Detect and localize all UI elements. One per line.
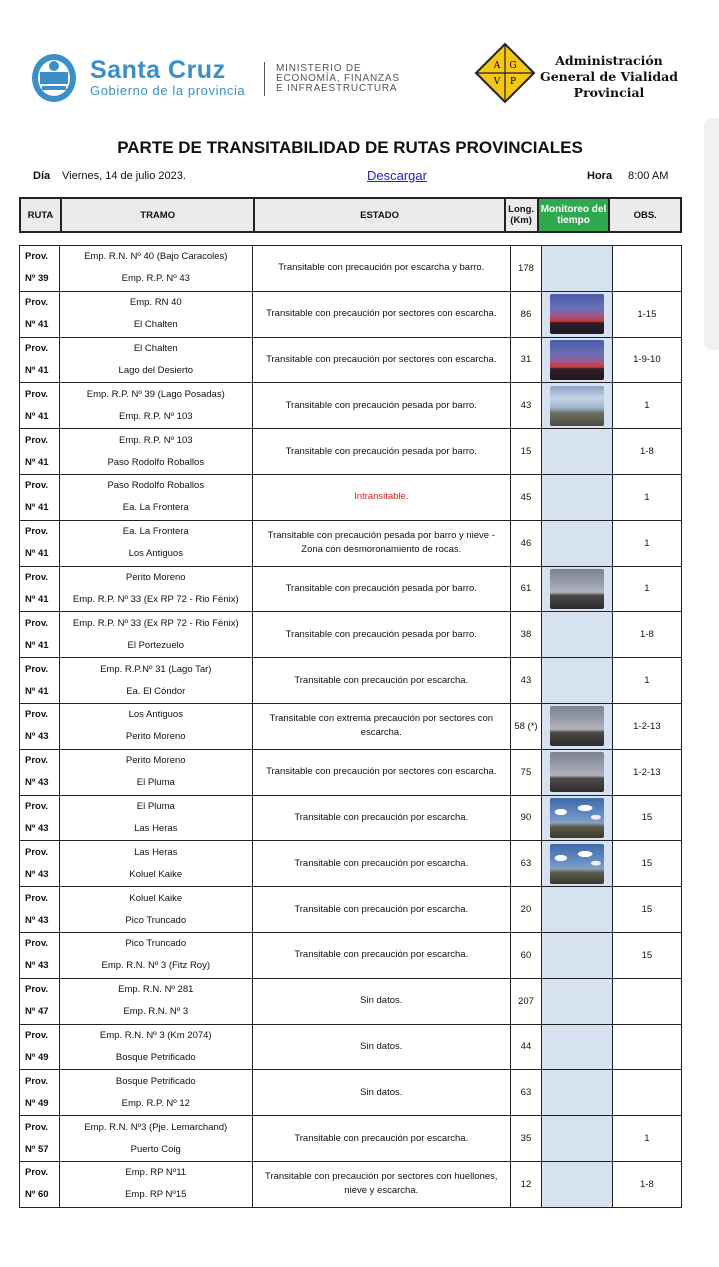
- weather-camera-thumbnail[interactable]: [550, 798, 604, 838]
- segment-to: Ea. El Cóndor: [126, 685, 186, 697]
- segment-to: Emp. R.P. Nº 43: [121, 273, 190, 285]
- segment-cell: [59, 612, 252, 658]
- segment-to: Emp. R.N. Nº 3 (Fitz Roy): [101, 960, 211, 972]
- weather-camera-thumbnail[interactable]: [550, 844, 604, 884]
- route-cell: [20, 566, 60, 612]
- ministry-line: E INFRAESTRUCTURA: [276, 83, 398, 94]
- length-cell: 43: [510, 383, 542, 429]
- route-cell: [20, 1024, 60, 1070]
- length-cell: 12: [510, 1161, 542, 1207]
- length-cell: 35: [510, 1116, 542, 1162]
- agvp-line: Administración: [555, 53, 663, 68]
- santa-cruz-name: Santa Cruz: [90, 56, 226, 84]
- route-number: Nº 39: [25, 273, 49, 285]
- obs-cell: [612, 246, 681, 292]
- obs-cell: 15: [612, 932, 681, 978]
- status-cell: Transitable con precaución pesada por barro y nieve - Zona con desmoronamiento de rocas.: [252, 520, 510, 566]
- monitor-cell: [542, 612, 613, 658]
- page-title: PARTE DE TRANSITABILIDAD DE RUTAS PROVINCIALES: [117, 138, 583, 157]
- scrollbar[interactable]: [704, 118, 719, 350]
- segment-cell: [59, 1161, 252, 1207]
- route-cell: [20, 383, 60, 429]
- obs-cell: [612, 1024, 681, 1070]
- route-prefix: Prov.: [25, 342, 49, 354]
- table-row: [20, 383, 682, 429]
- table-row: [20, 795, 682, 841]
- segment-to: Emp. R.N. Nº 3: [123, 1006, 189, 1018]
- col-estado: ESTADO: [254, 198, 504, 232]
- length-cell: 60: [510, 932, 542, 978]
- segment-from: Koluel Kaike: [129, 892, 183, 904]
- monitor-cell: [542, 1161, 613, 1207]
- monitor-cell: [542, 520, 613, 566]
- status-cell: Sin datos.: [252, 1070, 510, 1116]
- table-row: [20, 1024, 682, 1070]
- obs-cell: 15: [612, 795, 681, 841]
- length-cell: 90: [510, 795, 542, 841]
- route-cell: [20, 749, 60, 795]
- obs-cell: [612, 978, 681, 1024]
- route-cell: [20, 795, 60, 841]
- route-number: Nº 41: [25, 548, 49, 560]
- route-prefix: Prov.: [25, 434, 49, 446]
- segment-cell: [59, 1024, 252, 1070]
- route-prefix: Prov.: [25, 1167, 49, 1179]
- route-prefix: Prov.: [25, 1121, 49, 1133]
- length-cell: 207: [510, 978, 542, 1024]
- agvp-name: [540, 53, 678, 101]
- segment-to: El Chalten: [133, 319, 178, 331]
- status-cell: Transitable con precaución por escarcha y barro.: [252, 246, 510, 292]
- table-row: [20, 658, 682, 704]
- santa-cruz-emblem-icon: [30, 52, 78, 104]
- route-cell: [20, 932, 60, 978]
- table-row: [20, 612, 682, 658]
- segment-from: Emp. R.N. Nº 3 (Km 2074): [99, 1029, 212, 1041]
- route-number: Nº 41: [25, 456, 49, 468]
- ministry-line: MINISTERIO DE: [276, 63, 362, 74]
- table-row: [20, 429, 682, 475]
- status-cell: Transitable con precaución por sectores con escarcha.: [252, 291, 510, 337]
- col-ruta: RUTA: [20, 198, 61, 232]
- segment-from: Ea. La Frontera: [122, 526, 189, 538]
- route-number: Nº 41: [25, 364, 49, 376]
- obs-cell: 15: [612, 841, 681, 887]
- monitor-cell: [542, 566, 613, 612]
- monitor-cell: [542, 978, 613, 1024]
- status-cell: Transitable con precaución pesada por barro.: [252, 566, 510, 612]
- route-number: Nº 41: [25, 685, 49, 697]
- status-cell: Transitable con precaución pesada por barro.: [252, 429, 510, 475]
- status-cell: Sin datos.: [252, 1024, 510, 1070]
- table-row: [20, 291, 682, 337]
- monitor-cell: [542, 291, 613, 337]
- col-tramo: TRAMO: [61, 198, 255, 232]
- segment-cell: [59, 337, 252, 383]
- col-monitoreo: Monitoreo del tiempo: [538, 198, 610, 232]
- monitor-cell: [542, 658, 613, 704]
- segment-cell: [59, 841, 252, 887]
- route-cell: [20, 337, 60, 383]
- obs-cell: 1-8: [612, 1161, 681, 1207]
- route-prefix: Prov.: [25, 1075, 49, 1087]
- segment-from: Emp. R.N. Nº 281: [118, 984, 194, 996]
- segment-to: Lago del Desierto: [118, 364, 193, 376]
- route-prefix: Prov.: [25, 1029, 49, 1041]
- obs-cell: 1: [612, 520, 681, 566]
- segment-cell: [59, 246, 252, 292]
- segment-cell: [59, 795, 252, 841]
- table-row: [20, 1161, 682, 1207]
- segment-to: Ea. La Frontera: [122, 502, 189, 514]
- agvp-line: General de Vialidad: [540, 69, 678, 84]
- route-number: Nº 43: [25, 731, 49, 743]
- route-number: Nº 60: [25, 1189, 49, 1201]
- length-cell: 31: [510, 337, 542, 383]
- status-cell: Transitable con precaución por sectores con escarcha.: [252, 749, 510, 795]
- obs-cell: 1-2-13: [612, 703, 681, 749]
- segment-to: Perito Moreno: [125, 731, 186, 743]
- segment-from: Emp. R.P. Nº 33 (Ex RP 72 - Rio Fénix): [72, 617, 239, 629]
- route-cell: [20, 1161, 60, 1207]
- header-divider: [264, 62, 265, 96]
- segment-from: Los Antiguos: [128, 709, 183, 721]
- route-prefix: Prov.: [25, 480, 49, 492]
- ministry-line: ECONOMÍA, FINANZAS: [276, 73, 400, 84]
- segment-from: Emp. R.N. Nº3 (Pje. Lemarchand): [84, 1121, 228, 1133]
- route-number: Nº 43: [25, 777, 49, 789]
- segment-cell: [59, 1070, 252, 1116]
- table-row: [20, 749, 682, 795]
- segment-cell: [59, 383, 252, 429]
- status-cell: Transitable con extrema precaución por sectores con escarcha.: [252, 703, 510, 749]
- monitor-cell: [542, 932, 613, 978]
- monitor-cell: [542, 795, 613, 841]
- monitor-cell: [542, 1024, 613, 1070]
- segment-cell: [59, 474, 252, 520]
- obs-cell: 1: [612, 658, 681, 704]
- length-cell: 43: [510, 658, 542, 704]
- route-prefix: Prov.: [25, 297, 49, 309]
- segment-cell: [59, 520, 252, 566]
- segment-from: Paso Rodolfo Roballos: [107, 480, 205, 492]
- monitor-cell: [542, 337, 613, 383]
- table-row: [20, 474, 682, 520]
- route-cell: [20, 841, 60, 887]
- weather-camera-thumbnail[interactable]: [550, 752, 604, 792]
- length-cell: 15: [510, 429, 542, 475]
- length-cell: 46: [510, 520, 542, 566]
- route-number: Nº 43: [25, 960, 49, 972]
- route-prefix: Prov.: [25, 800, 49, 812]
- weather-camera-thumbnail[interactable]: [550, 706, 604, 746]
- table-row: [20, 887, 682, 933]
- route-number: Nº 49: [25, 1051, 49, 1063]
- length-cell: 45: [510, 474, 542, 520]
- segment-from: Bosque Petrificado: [115, 1075, 196, 1087]
- status-cell: Transitable con precaución por escarcha.: [252, 932, 510, 978]
- segment-to: El Portezuelo: [127, 639, 185, 651]
- route-cell: [20, 291, 60, 337]
- route-prefix: Prov.: [25, 709, 49, 721]
- obs-cell: 1-8: [612, 612, 681, 658]
- segment-cell: [59, 429, 252, 475]
- agvp-letter: V: [493, 77, 501, 87]
- segment-from: El Pluma: [136, 800, 175, 812]
- table-row: [20, 1116, 682, 1162]
- segment-from: Emp. RP Nº11: [125, 1167, 187, 1179]
- obs-cell: 15: [612, 887, 681, 933]
- obs-cell: 1: [612, 383, 681, 429]
- route-number: Nº 41: [25, 319, 49, 331]
- obs-cell: 1: [612, 474, 681, 520]
- status-cell: Transitable con precaución por escarcha.: [252, 795, 510, 841]
- length-cell: 61: [510, 566, 542, 612]
- length-cell: 75: [510, 749, 542, 795]
- table-row: [20, 978, 682, 1024]
- route-prefix: Prov.: [25, 526, 49, 538]
- obs-cell: 1: [612, 1116, 681, 1162]
- segment-to: Puerto Coig: [130, 1143, 181, 1155]
- route-number: Nº 43: [25, 914, 49, 926]
- download-link[interactable]: Descargar: [367, 168, 427, 183]
- monitor-cell: [542, 841, 613, 887]
- status-cell: Transitable con precaución pesada por barro.: [252, 612, 510, 658]
- monitor-cell: [542, 474, 613, 520]
- segment-from: Emp. R.N. Nº 40 (Bajo Caracoles): [84, 251, 228, 263]
- segment-from: Las Heras: [134, 846, 178, 858]
- table-row: [20, 566, 682, 612]
- col-obs: OBS.: [609, 198, 681, 232]
- route-cell: [20, 1116, 60, 1162]
- route-number: Nº 41: [25, 502, 49, 514]
- monitor-cell: [542, 703, 613, 749]
- route-number: Nº 57: [25, 1143, 49, 1155]
- segment-to: Bosque Petrificado: [115, 1051, 196, 1063]
- length-cell: 63: [510, 841, 542, 887]
- routes-table: [19, 245, 682, 1208]
- segment-cell: [59, 658, 252, 704]
- route-prefix: Prov.: [25, 984, 49, 996]
- col-long: Long. (Km): [505, 198, 538, 232]
- status-cell: Transitable con precaución por escarcha.: [252, 658, 510, 704]
- obs-cell: 1-8: [612, 429, 681, 475]
- obs-cell: [612, 1070, 681, 1116]
- agvp-line: Provincial: [573, 85, 645, 100]
- monitor-cell: [542, 1070, 613, 1116]
- route-prefix: Prov.: [25, 892, 49, 904]
- route-prefix: Prov.: [25, 663, 49, 675]
- segment-to: Los Antiguos: [128, 548, 183, 560]
- route-number: Nº 49: [25, 1097, 49, 1109]
- segment-from: El Chalten: [133, 342, 178, 354]
- segment-from: Emp. R.P.Nº 31 (Lago Tar): [100, 663, 212, 675]
- route-cell: [20, 612, 60, 658]
- segment-to: Koluel Kaike: [129, 868, 183, 880]
- route-prefix: Prov.: [25, 571, 49, 583]
- monitor-cell: [542, 429, 613, 475]
- obs-cell: 1-2-13: [612, 749, 681, 795]
- route-prefix: Prov.: [25, 846, 49, 858]
- monitor-cell: [542, 246, 613, 292]
- route-prefix: Prov.: [25, 938, 49, 950]
- route-number: Nº 41: [25, 639, 49, 651]
- weather-camera-thumbnail[interactable]: [550, 294, 604, 334]
- monitor-cell: [542, 1116, 613, 1162]
- route-prefix: Prov.: [25, 251, 49, 263]
- route-number: Nº 41: [25, 410, 49, 422]
- table-row: [20, 246, 682, 292]
- table-row: [20, 841, 682, 887]
- segment-from: Emp. R.P. Nº 103: [119, 434, 193, 446]
- length-cell: 38: [510, 612, 542, 658]
- segment-cell: [59, 749, 252, 795]
- agvp-letter: G: [509, 61, 517, 71]
- route-number: Nº 47: [25, 1006, 49, 1018]
- agvp-letter: P: [509, 77, 517, 87]
- length-cell: 178: [510, 246, 542, 292]
- obs-cell: 1-15: [612, 291, 681, 337]
- route-number: Nº 41: [25, 593, 49, 605]
- route-cell: [20, 887, 60, 933]
- ministry-text: [276, 64, 400, 94]
- status-cell: Intransitable.: [252, 474, 510, 520]
- time-value: 8:00 AM: [628, 170, 669, 182]
- segment-from: Emp. R.P. Nº 39 (Lago Posadas): [86, 388, 225, 400]
- date-value: Viernes, 14 de julio 2023.: [62, 170, 186, 182]
- segment-to: Emp. RP Nº15: [125, 1189, 187, 1201]
- status-cell: Transitable con precaución pesada por barro.: [252, 383, 510, 429]
- segment-from: Emp. RN 40: [129, 297, 182, 309]
- route-cell: [20, 429, 60, 475]
- route-cell: [20, 1070, 60, 1116]
- route-cell: [20, 246, 60, 292]
- weather-camera-thumbnail[interactable]: [550, 386, 604, 426]
- segment-to: Las Heras: [134, 822, 178, 834]
- route-prefix: Prov.: [25, 755, 49, 767]
- segment-to: El Pluma: [136, 777, 175, 789]
- segment-from: Perito Moreno: [125, 755, 186, 767]
- date-label: Día: [33, 170, 51, 182]
- status-cell: Transitable con precaución por escarcha.: [252, 1116, 510, 1162]
- length-cell: 44: [510, 1024, 542, 1070]
- status-cell: Sin datos.: [252, 978, 510, 1024]
- agvp-logo-icon: [474, 42, 536, 104]
- status-cell: Transitable con precaución por escarcha.: [252, 887, 510, 933]
- obs-cell: 1: [612, 566, 681, 612]
- santa-cruz-subtitle: Gobierno de la provincia: [90, 83, 246, 98]
- weather-camera-thumbnail[interactable]: [550, 569, 604, 609]
- document-header: [0, 0, 719, 130]
- length-cell: 63: [510, 1070, 542, 1116]
- segment-to: Paso Rodolfo Roballos: [107, 456, 205, 468]
- table-row: [20, 703, 682, 749]
- route-prefix: Prov.: [25, 617, 49, 629]
- length-cell: 58 (*): [510, 703, 542, 749]
- status-cell: Transitable con precaución por sectores con escarcha.: [252, 337, 510, 383]
- length-cell: 86: [510, 291, 542, 337]
- segment-cell: [59, 703, 252, 749]
- obs-cell: 1-9-10: [612, 337, 681, 383]
- segment-cell: [59, 978, 252, 1024]
- monitor-cell: [542, 383, 613, 429]
- segment-to: Emp. R.P. Nº 33 (Ex RP 72 - Rio Fénix): [72, 593, 239, 605]
- route-number: Nº 43: [25, 868, 49, 880]
- route-cell: [20, 474, 60, 520]
- segment-from: Pico Truncado: [125, 938, 187, 950]
- agvp-letter: A: [493, 61, 501, 71]
- segment-from: Perito Moreno: [125, 571, 186, 583]
- length-cell: 20: [510, 887, 542, 933]
- route-cell: [20, 703, 60, 749]
- monitor-cell: [542, 749, 613, 795]
- route-number: Nº 43: [25, 822, 49, 834]
- weather-camera-thumbnail[interactable]: [550, 340, 604, 380]
- route-prefix: Prov.: [25, 388, 49, 400]
- segment-cell: [59, 1116, 252, 1162]
- segment-cell: [59, 932, 252, 978]
- table-header: [19, 197, 682, 233]
- status-cell: Transitable con precaución por sectores con huellones, nieve y escarcha.: [252, 1161, 510, 1207]
- segment-to: Pico Truncado: [125, 914, 187, 926]
- segment-cell: [59, 887, 252, 933]
- status-cell: Transitable con precaución por escarcha.: [252, 841, 510, 887]
- segment-to: Emp. R.P. Nº 103: [119, 410, 193, 422]
- table-row: [20, 337, 682, 383]
- table-row: [20, 520, 682, 566]
- time-label: Hora: [587, 170, 613, 182]
- route-cell: [20, 520, 60, 566]
- segment-cell: [59, 566, 252, 612]
- segment-cell: [59, 291, 252, 337]
- table-row: [20, 932, 682, 978]
- route-cell: [20, 978, 60, 1024]
- table-row: [20, 1070, 682, 1116]
- monitor-cell: [542, 887, 613, 933]
- route-cell: [20, 658, 60, 704]
- segment-to: Emp. R.P. Nº 12: [121, 1097, 190, 1109]
